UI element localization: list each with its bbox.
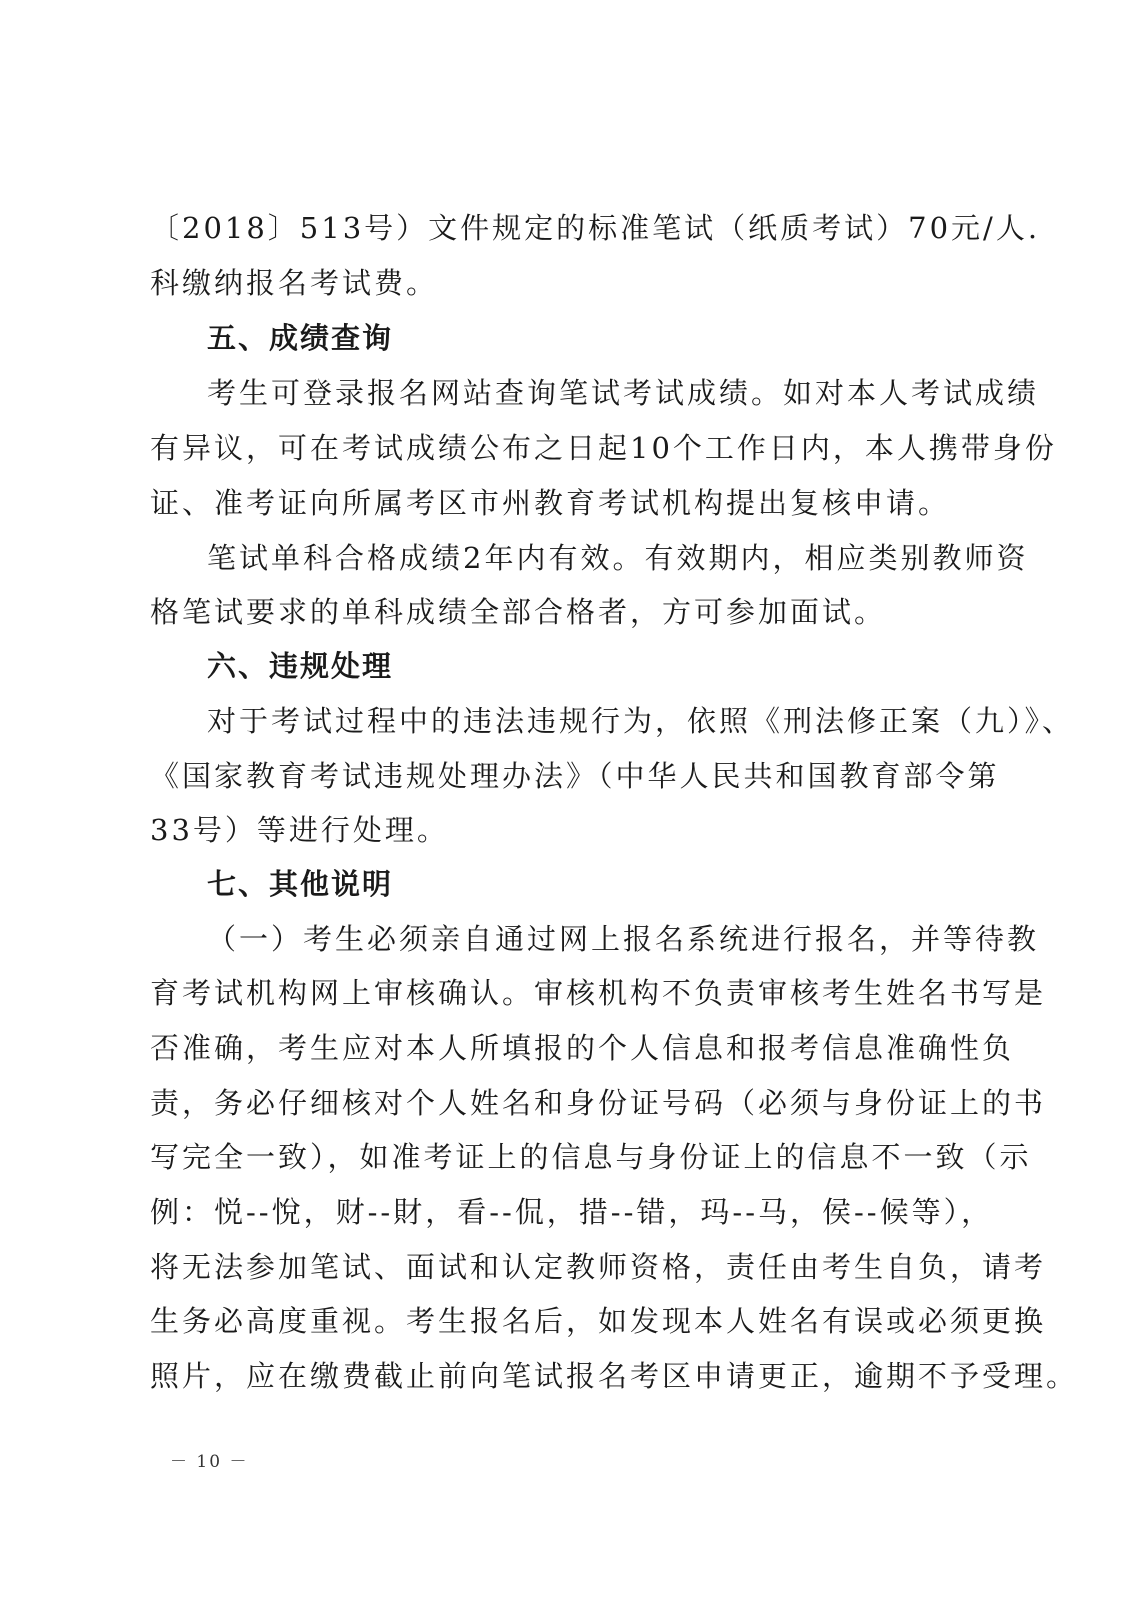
paragraph-line: 育考试机构网上审核确认。审核机构不负责审核考生姓名书写是 <box>150 976 1047 1010</box>
section-heading-7: 七、其他说明 <box>207 867 394 901</box>
paragraph-line: 将无法参加笔试、面试和认定教师资格，责任由考生自负，请考 <box>150 1250 1047 1284</box>
section-heading-5: 五、成绩查询 <box>207 321 394 355</box>
paragraph-line: 写完全一致），如准考证上的信息与身份证上的信息不一致（示 <box>150 1140 1032 1174</box>
paragraph-line: 〔2018〕513号）文件规定的标准笔试（纸质考试）70元/人. <box>150 211 1041 245</box>
paragraph-line: 例：悦--悅，财--財，看--侃，措--错，玛--马，侯--候等）， <box>150 1195 994 1229</box>
paragraph-line: 否准确，考生应对本人所填报的个人信息和报考信息准确性负 <box>150 1031 1015 1065</box>
paragraph-line: 对于考试过程中的违法违规行为，依照《刑法修正案（九）》、 <box>207 704 1075 738</box>
paragraph-line: 有异议，可在考试成绩公布之日起10个工作日内，本人携带身份 <box>150 431 1057 465</box>
paragraph-line: 照片，应在缴费截止前向笔试报名考区申请更正，逾期不予受理。 <box>150 1359 1079 1393</box>
section-heading-6: 六、违规处理 <box>207 649 394 683</box>
paragraph-line: 33号）等进行处理。 <box>150 813 449 847</box>
paragraph-line: （一）考生必须亲自通过网上报名系统进行报名，并等待教 <box>207 922 1040 956</box>
paragraph-line: 责，务必仔细核对个人姓名和身份证号码（必须与身份证上的书 <box>150 1086 1047 1120</box>
paragraph-line: 证、准考证向所属考区市州教育考试机构提出复核申请。 <box>150 486 951 520</box>
page-number: － 10 － <box>170 1452 249 1472</box>
paragraph-line: 考生可登录报名网站查询笔试考试成绩。如对本人考试成绩 <box>207 376 1040 410</box>
paragraph-line: 生务必高度重视。考生报名后，如发现本人姓名有误或必须更换 <box>150 1304 1047 1338</box>
paragraph-line: 格笔试要求的单科成绩全部合格者，方可参加面试。 <box>150 595 887 629</box>
paragraph-line: 科缴纳报名考试费。 <box>150 266 439 300</box>
paragraph-line: 笔试单科合格成绩2年内有效。有效期内，相应类别教师资 <box>207 541 1029 575</box>
paragraph-line: 《国家教育考试违规处理办法》（中华人民共和国教育部令第 <box>150 759 1000 793</box>
